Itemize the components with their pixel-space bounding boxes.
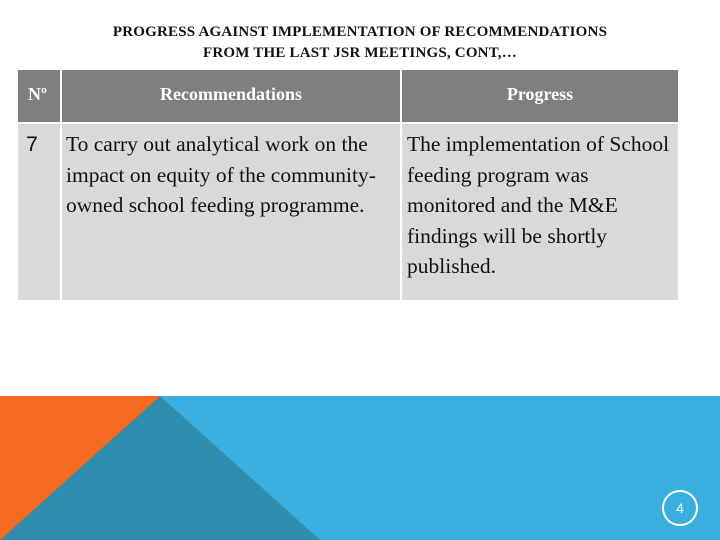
table-row-recommendation-cell: To carry out analytical work on the impact on equity of the community-owned school feeding programme.: [62, 124, 400, 300]
slide-title-line-1: PROGRESS AGAINST IMPLEMENTATION OF RECOMMENDATIONS: [112, 24, 608, 40]
slide-title: [0, 22, 720, 64]
page-number-badge: 4: [662, 490, 698, 526]
header-number: Nº: [18, 70, 60, 122]
table-row-progress-cell: The implementation of School feeding program was monitored and the M&E findings will be shortly published.: [402, 124, 678, 300]
table-row-number-cell: 7: [18, 124, 60, 300]
footer-decoration: [0, 396, 720, 540]
header-recommendations: Recommendations: [62, 70, 400, 122]
slide-title-line-2: FROM THE LAST JSR MEETINGS, CONT,…: [203, 45, 517, 61]
header-progress: Progress: [402, 70, 678, 122]
recommendations-table: [18, 70, 678, 300]
